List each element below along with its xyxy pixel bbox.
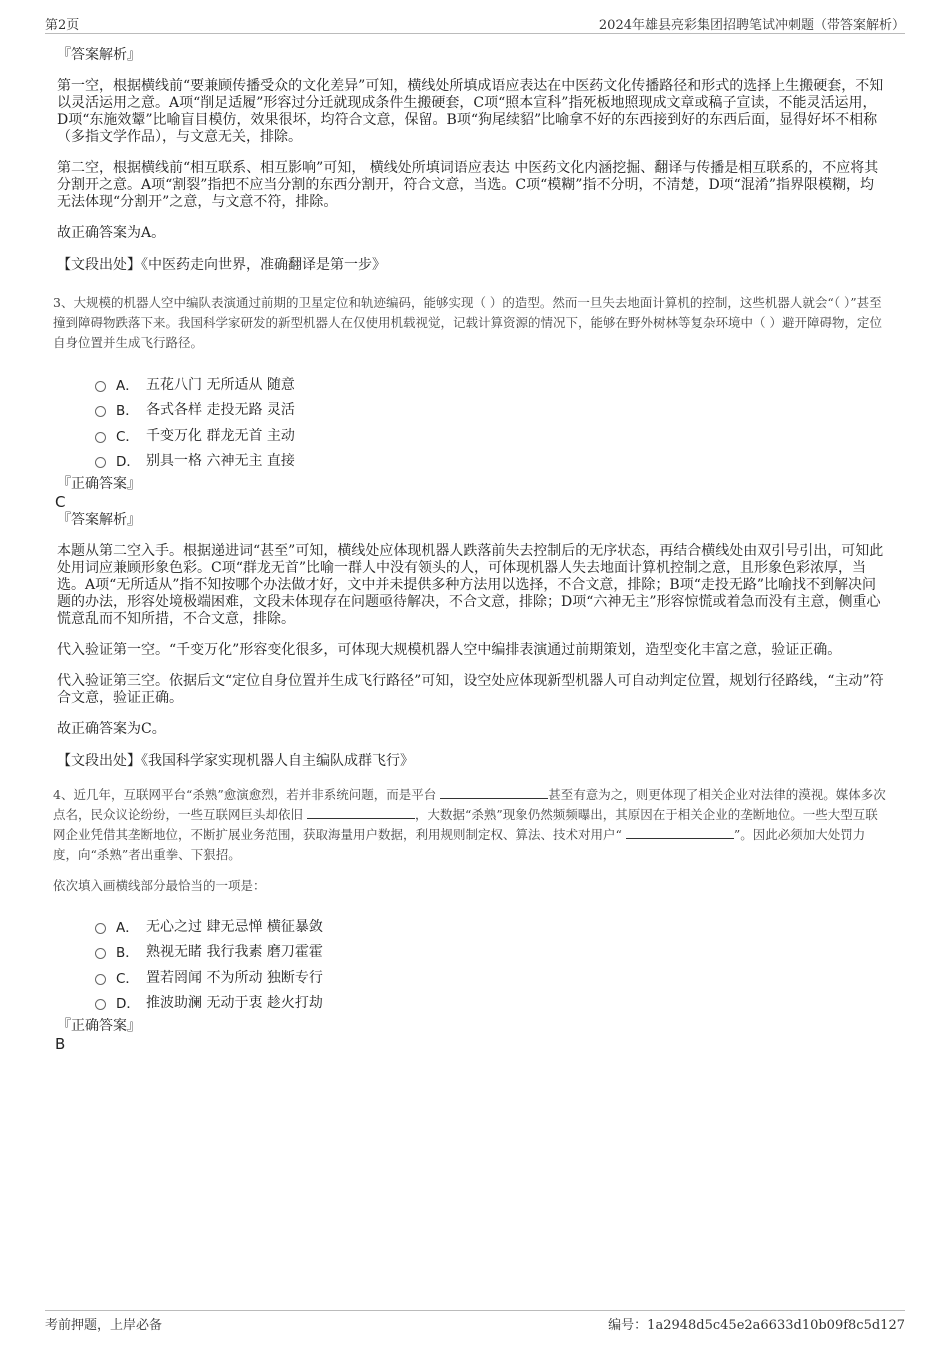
radio-icon[interactable] xyxy=(95,923,106,934)
option-text: 无心之过 肆无忌惮 横征暴敛 xyxy=(146,918,323,935)
q3-options xyxy=(95,371,887,473)
q4-correct-label: 『正确答案』 xyxy=(57,1018,141,1034)
q4-blank-2 xyxy=(307,806,415,819)
q2-analysis-p1: 第一空，根据横线前“要兼顾传播受众的文化差异”可知，横线处所填成语应表达在中医药文化传播路径和形式的选择上生搬硬套，不知以灵活运用之意。A项“削足适履”形容过分迁就现成条件生搬硬套，C项“照本宣科”指死板地照现成文章或稿子宣读，不能灵活运用，D项“东施效颦”比喻盲目模仿，效果很坏，均符合文意，保留。B项“狗尾续貂”比喻拿不好的东西接到好的东西后面，显得好坏不相称（多指文学作品），与文意无关，排除。 xyxy=(57,78,884,145)
option-letter: B． xyxy=(116,403,139,420)
q3-option-d[interactable] xyxy=(95,448,887,474)
q3-option-c[interactable] xyxy=(95,422,887,448)
q4-blank-3 xyxy=(626,826,734,839)
q4-question-text xyxy=(53,785,887,865)
document-id: 编号：1a2948d5c45e2a6633d10b09f8c5d127 xyxy=(608,1318,905,1333)
q3-option-a[interactable] xyxy=(95,371,887,397)
radio-icon[interactable] xyxy=(95,432,106,443)
q4-option-b[interactable] xyxy=(95,939,887,965)
q3-analysis-p3: 代入验证第三空。依据后文“定位自身位置并生成飞行路径”可知，设空处应体现新型机器人可自动判定位置，规划行径路线，“主动”符合文意，验证正确。 xyxy=(57,673,884,706)
q4-options xyxy=(95,913,887,1015)
q3-conclusion: 故正确答案为C。 xyxy=(57,721,166,737)
option-text: 置若罔闻 不为所动 独断专行 xyxy=(146,969,323,986)
q4-answer: B xyxy=(55,1035,66,1053)
option-letter: D． xyxy=(116,454,140,471)
page-header xyxy=(45,13,905,34)
q4-text-part-4: ”。因此必须加大处罚力度，向“杀熟”者出重拳、下狠招。 xyxy=(53,827,866,862)
q3-analysis-label: 『答案解析』 xyxy=(57,512,141,528)
q3-analysis-p2: 代入验证第一空。“千变万化”形容变化很多，可体现大规模机器人空中编排表演通过前期策划，造型变化丰富之意，验证正确。 xyxy=(57,642,842,658)
q3-analysis-p1: 本题从第二空入手。根据递进词“甚至”可知，横线处应体现机器人跌落前失去控制后的无序状态，再结合横线处由双引号引出，可知此处用词应兼顾形象色彩。C项“群龙无首”比喻一群人中没有领头的人，可体现机器人失去地面计算机控制之意，且形象色彩浓厚，当选。A项“无所适从”指不知按哪个办法做才好，文中并未提供多种方法用以选择，不合文意，排除；B项“走投无路”比喻找不到解决问题的办法，形容处境极端困难，文段未体现存在问题亟待解决，不合文意，排除；D项“六神无主”形容惊慌或着急而没有主意，侧重心慌意乱而不知所措，不合文意，排除。 xyxy=(57,543,884,627)
option-text: 五花八门 无所适从 随意 xyxy=(146,376,295,393)
q3-option-b[interactable] xyxy=(95,397,887,423)
q2-analysis-label: 『答案解析』 xyxy=(57,47,141,63)
q3-question-text: 3、大规模的机器人空中编队表演通过前期的卫星定位和轨迹编码，能够实现（ ）的造型。然而一旦失去地面计算机的控制，这些机器人就会“（ ）”甚至撞到障碍物跌落下来。我国科学家研发的新型机器人在仅使用机载视觉，记载计算资源的情况下，能够在野外树林等复杂环境中（ ）避开障碍物，定位自身位置并生成飞行路径。 xyxy=(53,295,882,350)
q4-text-part-2: 甚至有意为之，则更体现了相关企业对法律的漠视。媒体多次点名，民众议论纷纷，一些互联网巨头却依旧 xyxy=(53,787,886,822)
radio-icon[interactable] xyxy=(95,999,106,1010)
radio-icon[interactable] xyxy=(95,381,106,392)
option-text: 别具一格 六神无主 直接 xyxy=(146,453,295,470)
q4-prompt: 依次填入画横线部分最恰当的一项是： xyxy=(53,878,266,893)
q2-source: 【文段出处】《中医药走向世界，准确翻译是第一步》 xyxy=(57,257,386,273)
q3-answer: C xyxy=(55,493,66,511)
page-footer xyxy=(45,1310,905,1333)
option-text: 各式各样 走投无路 灵活 xyxy=(146,402,295,419)
q4-option-d[interactable] xyxy=(95,990,887,1016)
option-text: 熟视无睹 我行我素 磨刀霍霍 xyxy=(146,944,323,961)
option-letter: D． xyxy=(116,996,140,1013)
document-title: 2024年雄县亮彩集团招聘笔试冲刺题（带答案解析） xyxy=(598,18,905,33)
option-letter: C． xyxy=(116,970,139,987)
q3-source: 【文段出处】《我国科学家实现机器人自主编队成群飞行》 xyxy=(57,753,414,769)
option-text: 推波助澜 无动于衷 趁火打劫 xyxy=(146,995,323,1012)
q2-analysis-p2: 第二空，根据横线前“相互联系、相互影响”可知， 横线处所填词语应表达 中医药文化内涵挖掘、翻译与传播是相互联系的，不应将其分割开之意。A项“割裂”指把不应当分割的东西分割开，符合文意，当选。C项“模糊”指不分明，不清楚，D项“混淆”指界限模糊，均无法体现“分割开”之意，与文意不符，排除。 xyxy=(57,160,879,210)
q2-conclusion: 故正确答案为A。 xyxy=(57,225,166,241)
q4-option-c[interactable] xyxy=(95,964,887,990)
option-letter: A． xyxy=(116,377,139,394)
option-letter: B． xyxy=(116,945,139,962)
q4-option-a[interactable] xyxy=(95,913,887,939)
option-letter: A． xyxy=(116,919,139,936)
q4-text-part-3: ，大数据“杀熟”现象仍然频频曝出，其原因在于相关企业的垄断地位。一些大型互联网企业凭借其垄断地位，不断扩展业务范围，获取海量用户数据，利用规则制定权、算法、技术对用户“ xyxy=(53,807,878,842)
option-letter: C． xyxy=(116,428,139,445)
main-content xyxy=(53,46,887,1053)
q4-text-part-1: 4、近几年，互联网平台“杀熟”愈演愈烈，若并非系统问题，而是平台 xyxy=(53,787,441,802)
page-number: 第2页 xyxy=(45,18,80,33)
radio-icon[interactable] xyxy=(95,406,106,417)
q4-blank-1 xyxy=(440,786,548,799)
radio-icon[interactable] xyxy=(95,457,106,468)
option-text: 千变万化 群龙无首 主动 xyxy=(146,427,295,444)
q3-correct-label: 『正确答案』 xyxy=(57,476,141,492)
radio-icon[interactable] xyxy=(95,948,106,959)
radio-icon[interactable] xyxy=(95,974,106,985)
footer-slogan: 考前押题，上岸必备 xyxy=(45,1318,163,1333)
